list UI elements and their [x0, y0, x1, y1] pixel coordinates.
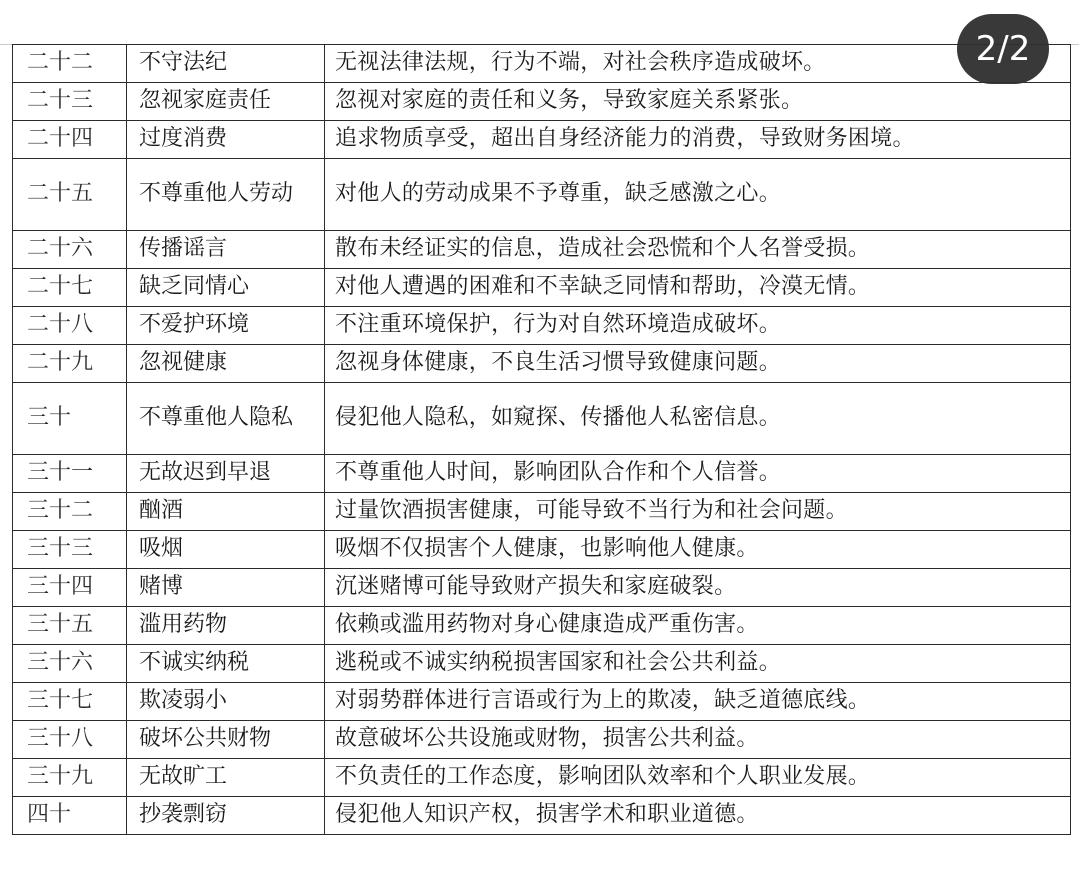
behavior-description-cell: 依赖或滥用药物对身心健康造成严重伤害。 [325, 607, 1071, 645]
behavior-description-cell: 故意破坏公共设施或财物，损害公共利益。 [325, 721, 1071, 759]
behavior-name-cell: 欺凌弱小 [127, 683, 325, 721]
behavior-description-cell: 无视法律法规，行为不端，对社会秩序造成破坏。 [325, 45, 1071, 83]
behavior-description-cell: 吸烟不仅损害个人健康，也影响他人健康。 [325, 531, 1071, 569]
document-table-container [12, 44, 1070, 835]
table-row [13, 159, 1071, 231]
row-number-cell: 三十七 [13, 683, 127, 721]
behavior-description-cell: 忽视身体健康，不良生活习惯导致健康问题。 [325, 345, 1071, 383]
table-row [13, 231, 1071, 269]
row-number-cell: 二十二 [13, 45, 127, 83]
table-body [13, 45, 1071, 835]
row-number-cell: 二十三 [13, 83, 127, 121]
table-row [13, 493, 1071, 531]
behavior-name-cell: 传播谣言 [127, 231, 325, 269]
behavior-description-cell: 不注重环境保护，行为对自然环境造成破坏。 [325, 307, 1071, 345]
row-number-cell: 三十六 [13, 645, 127, 683]
row-number-cell: 二十四 [13, 121, 127, 159]
table-row [13, 607, 1071, 645]
table-row [13, 531, 1071, 569]
behavior-name-cell: 抄袭剽窃 [127, 797, 325, 835]
behavior-name-cell: 不守法纪 [127, 45, 325, 83]
behavior-name-cell: 忽视家庭责任 [127, 83, 325, 121]
behavior-description-cell: 忽视对家庭的责任和义务，导致家庭关系紧张。 [325, 83, 1071, 121]
table-row [13, 307, 1071, 345]
behavior-description-cell: 对他人遭遇的困难和不幸缺乏同情和帮助，冷漠无情。 [325, 269, 1071, 307]
row-number-cell: 二十八 [13, 307, 127, 345]
row-number-cell: 三十八 [13, 721, 127, 759]
table-row [13, 759, 1071, 797]
behavior-description-cell: 不负责任的工作态度，影响团队效率和个人职业发展。 [325, 759, 1071, 797]
behavior-description-cell: 过量饮酒损害健康，可能导致不当行为和社会问题。 [325, 493, 1071, 531]
row-number-cell: 三十三 [13, 531, 127, 569]
row-number-cell: 三十四 [13, 569, 127, 607]
behavior-name-cell: 无故迟到早退 [127, 455, 325, 493]
behavior-description-cell: 对弱势群体进行言语或行为上的欺凌，缺乏道德底线。 [325, 683, 1071, 721]
behavior-description-cell: 追求物质享受，超出自身经济能力的消费，导致财务困境。 [325, 121, 1071, 159]
table-row [13, 797, 1071, 835]
row-number-cell: 二十九 [13, 345, 127, 383]
behavior-description-cell: 不尊重他人时间，影响团队合作和个人信誉。 [325, 455, 1071, 493]
table-row [13, 645, 1071, 683]
behavior-name-cell: 过度消费 [127, 121, 325, 159]
row-number-cell: 四十 [13, 797, 127, 835]
row-number-cell: 三十 [13, 383, 127, 455]
behavior-name-cell: 滥用药物 [127, 607, 325, 645]
table-row [13, 721, 1071, 759]
behavior-name-cell: 不尊重他人隐私 [127, 383, 325, 455]
behavior-description-cell: 逃税或不诚实纳税损害国家和社会公共利益。 [325, 645, 1071, 683]
behavior-name-cell: 不爱护环境 [127, 307, 325, 345]
row-number-cell: 三十九 [13, 759, 127, 797]
behavior-description-cell: 侵犯他人隐私，如窥探、传播他人私密信息。 [325, 383, 1071, 455]
behavior-description-cell: 侵犯他人知识产权，损害学术和职业道德。 [325, 797, 1071, 835]
table-row [13, 269, 1071, 307]
row-number-cell: 三十二 [13, 493, 127, 531]
behavior-name-cell: 忽视健康 [127, 345, 325, 383]
row-number-cell: 二十七 [13, 269, 127, 307]
row-number-cell: 二十六 [13, 231, 127, 269]
behavior-description-cell: 沉迷赌博可能导致财产损失和家庭破裂。 [325, 569, 1071, 607]
table-row [13, 383, 1071, 455]
behavior-name-cell: 缺乏同情心 [127, 269, 325, 307]
behavior-name-cell: 酗酒 [127, 493, 325, 531]
page-indicator-badge: 2/2 [957, 14, 1049, 84]
table-row [13, 455, 1071, 493]
behavior-name-cell: 不诚实纳税 [127, 645, 325, 683]
table-row [13, 683, 1071, 721]
table-row [13, 569, 1071, 607]
behavior-name-cell: 赌博 [127, 569, 325, 607]
table-row [13, 83, 1071, 121]
table-row [13, 121, 1071, 159]
behavior-description-cell: 散布未经证实的信息，造成社会恐慌和个人名誉受损。 [325, 231, 1071, 269]
behavior-description-cell: 对他人的劳动成果不予尊重，缺乏感激之心。 [325, 159, 1071, 231]
row-number-cell: 二十五 [13, 159, 127, 231]
row-number-cell: 三十五 [13, 607, 127, 645]
behavior-name-cell: 破坏公共财物 [127, 721, 325, 759]
behavior-name-cell: 不尊重他人劳动 [127, 159, 325, 231]
table-row [13, 45, 1071, 83]
behavior-table [12, 44, 1071, 835]
table-row [13, 345, 1071, 383]
behavior-name-cell: 无故旷工 [127, 759, 325, 797]
behavior-name-cell: 吸烟 [127, 531, 325, 569]
row-number-cell: 三十一 [13, 455, 127, 493]
